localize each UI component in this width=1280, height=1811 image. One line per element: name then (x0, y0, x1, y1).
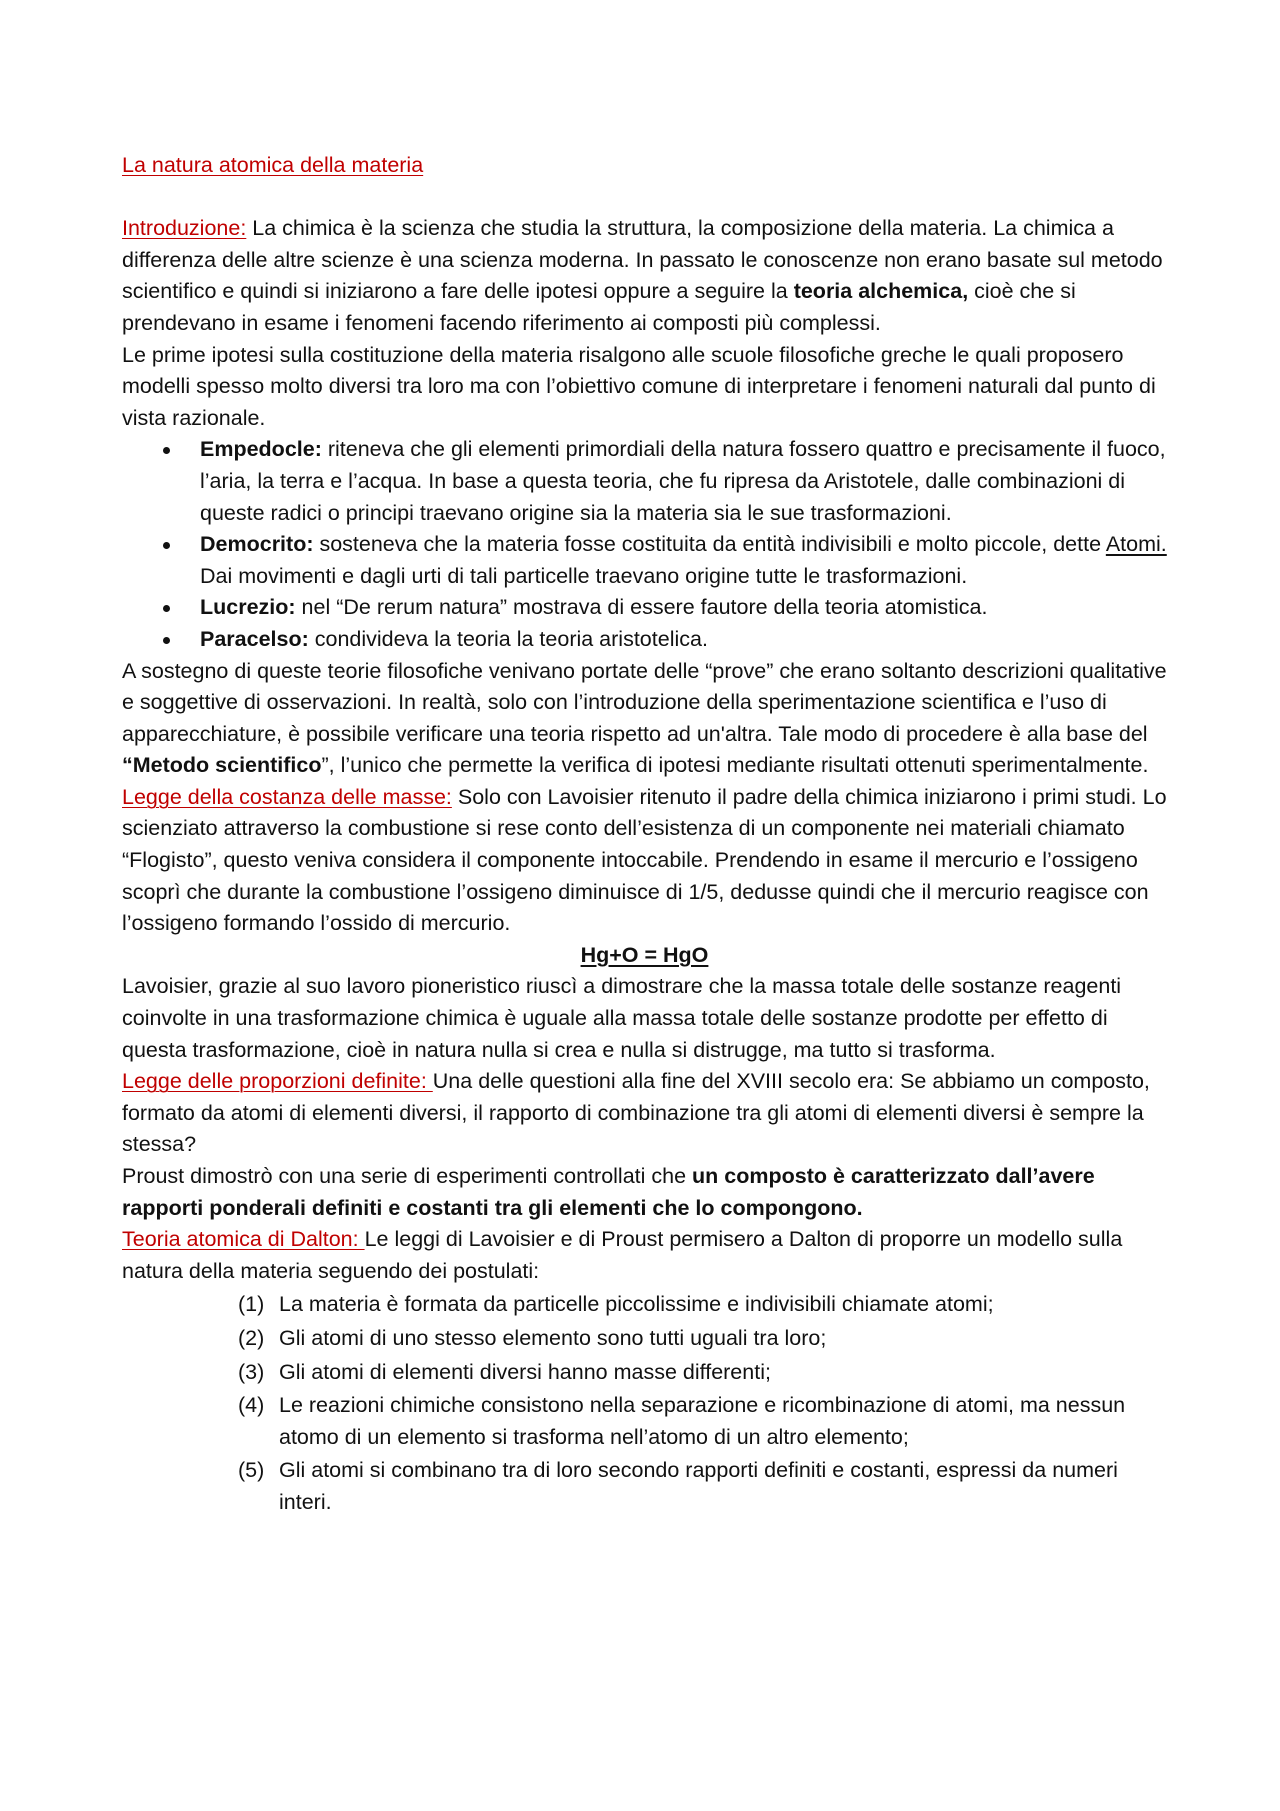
philosopher-name: Lucrezio: (200, 595, 296, 620)
philosopher-text: condivideva la teoria la teoria aristotelica. (308, 626, 708, 651)
equation (122, 940, 1167, 972)
method-text: A sostegno di queste teorie filosofiche venivano portate delle “prove” che erano soltanto descrizioni qualitative e soggettive di osservazioni. In realtà, solo con l’introduzione della sperimentazione scientifica e l’uso di apparecchiature, è possibile verificare una teoria rispetto ad un'altra. Tale modo di procedere è alla base del (122, 658, 1167, 746)
proportions-label: Legge delle proporzioni definite: (122, 1069, 433, 1094)
philosopher-text-2: Dai movimenti e dagli urti di tali particelle traevano origine tutte le trasformazioni. (200, 563, 968, 588)
bullet-icon (163, 542, 170, 549)
dalton-label: Teoria atomica di Dalton: (122, 1227, 365, 1252)
proportions-text: Una delle questioni alla fine del XVIII secolo era: Se abbiamo un composto, formato da atomi di elementi diversi, il rapporto di combinazione tra gli atomi di elementi diversi è sempre la stessa? (122, 1069, 1150, 1157)
postulate-number: (5) (238, 1458, 265, 1483)
list-item (122, 624, 1167, 656)
equation-text: Hg+O = HgO (580, 942, 709, 967)
greek-paragraph: Le prime ipotesi sulla costituzione della materia risalgono alle scuole filosofiche greche le quali proposero modelli spesso molto diversi tra loro ma con l’obiettivo comune di interpretare i fenomeni naturali dal punto di vista razionale. (122, 342, 1156, 430)
list-item (122, 1357, 1167, 1389)
mass-law-label: Legge della costanza delle masse: (122, 784, 452, 809)
mass-law-paragraph (122, 782, 1167, 940)
list-item (122, 1390, 1167, 1453)
lavoisier-paragraph: Lavoisier, grazie al suo lavoro pioneristico riuscì a dimostrare che la massa totale delle sostanze reagenti coinvolte in una trasformazione chimica è uguale alla massa totale delle sostanze prodotte per effetto di questa trasformazione, cioè in natura nulla si crea e nulla si distrugge, ma tutto si trasforma. (122, 974, 1122, 1062)
intro-text-2: cioè che si prendevano in esame i fenomeni facendo riferimento ai composti più complessi. (122, 279, 1076, 335)
list-item (122, 592, 1167, 624)
atoms-term: Atomi. (1105, 532, 1167, 557)
proportions-paragraph (122, 1066, 1167, 1161)
dalton-text: Le leggi di Lavoisier e di Proust permisero a Dalton di proporre un modello sulla natura della materia seguendo dei postulati: (122, 1227, 1123, 1283)
list-item (122, 1455, 1167, 1518)
bullet-icon (163, 605, 170, 612)
list-item (122, 529, 1167, 592)
list-item (122, 434, 1167, 529)
document-page (122, 150, 1167, 1519)
postulate-text: La materia è formata da particelle piccolissime e indivisibili chiamate atomi; (279, 1292, 994, 1317)
postulate-number: (3) (238, 1359, 265, 1384)
bullet-icon (163, 637, 170, 644)
method-bold: “Metodo scientifico (122, 753, 322, 778)
postulate-number: (1) (238, 1292, 265, 1317)
document-title (122, 150, 1167, 182)
proust-text: Proust dimostrò con una serie di esperimenti controllati che (122, 1164, 693, 1188)
philosophers-list (122, 434, 1167, 655)
proust-bold: un composto è caratterizzato dall’avere rapporti ponderali definiti e costanti tra gli elementi che lo compongono. (122, 1164, 1095, 1220)
postulates-list (122, 1289, 1167, 1518)
philosopher-name: Empedocle: (200, 437, 322, 462)
philosopher-text: sosteneva che la materia fosse costituita da entità indivisibili e molto piccole, dette (313, 532, 1106, 557)
intro-bold: teoria alchemica, (793, 279, 969, 304)
philosopher-name: Paracelso: (200, 626, 309, 651)
method-paragraph (122, 656, 1167, 782)
list-item (122, 1323, 1167, 1355)
postulate-text: Gli atomi si combinano tra di loro secondo rapporti definiti e costanti, espressi da numeri interi. (279, 1458, 1118, 1514)
title-text: La natura atomica della materia (122, 153, 424, 177)
postulate-text: Gli atomi di uno stesso elemento sono tutti uguali tra loro; (279, 1325, 827, 1350)
bullet-icon (163, 447, 170, 454)
postulate-number: (4) (238, 1393, 265, 1418)
mass-law-text: Solo con Lavoisier ritenuto il padre della chimica iniziarono i primi studi. Lo scienziato attraverso la combustione si rese conto dell’esistenza di un componente nei materiali chiamato “Flogisto”, questo veniva considera il componente intoccabile. Prendendo in esame il mercurio e l’ossigeno scoprì che durante la combustione l’ossigeno diminuisce di 1/5, dedusse quindi che il mercurio reagisce con l’ossigeno formando l’ossido di mercurio. (122, 784, 1167, 936)
philosopher-text: riteneva che gli elementi primordiali della natura fossero quattro e precisamente il fuoco, l’aria, la terra e l’acqua. In base a questa teoria, che fu ripresa da Aristotele, dalle combinazioni di queste radici o principi traevano origine sia la materia sia le sue trasformazioni. (200, 437, 1166, 525)
intro-paragraph (122, 213, 1167, 339)
philosopher-text: nel “De rerum natura” mostrava di essere fautore della teoria atomistica. (295, 595, 988, 620)
intro-text: La chimica è la scienza che studia la struttura, la composizione della materia. La chimica a differenza delle altre scienze è una scienza moderna. In passato le conoscenze non erano basate sul metodo scientifico e quindi si iniziarono a fare delle ipotesi oppure a seguire la (122, 216, 1163, 304)
postulate-text: Le reazioni chimiche consistono nella separazione e ricombinazione di atomi, ma nessun atomo di un elemento si trasforma nell’atomo di un altro elemento; (279, 1393, 1126, 1449)
intro-label: Introduzione: (122, 216, 247, 241)
postulate-text: Gli atomi di elementi diversi hanno masse differenti; (279, 1359, 771, 1384)
list-item (122, 1289, 1167, 1321)
postulate-number: (2) (238, 1325, 265, 1350)
dalton-paragraph (122, 1224, 1167, 1287)
proust-paragraph (122, 1161, 1167, 1224)
method-text-2: ”, l’unico che permette la verifica di ipotesi mediante risultati ottenuti sperimentalmente. (321, 753, 1149, 778)
philosopher-name: Democrito: (200, 532, 314, 557)
